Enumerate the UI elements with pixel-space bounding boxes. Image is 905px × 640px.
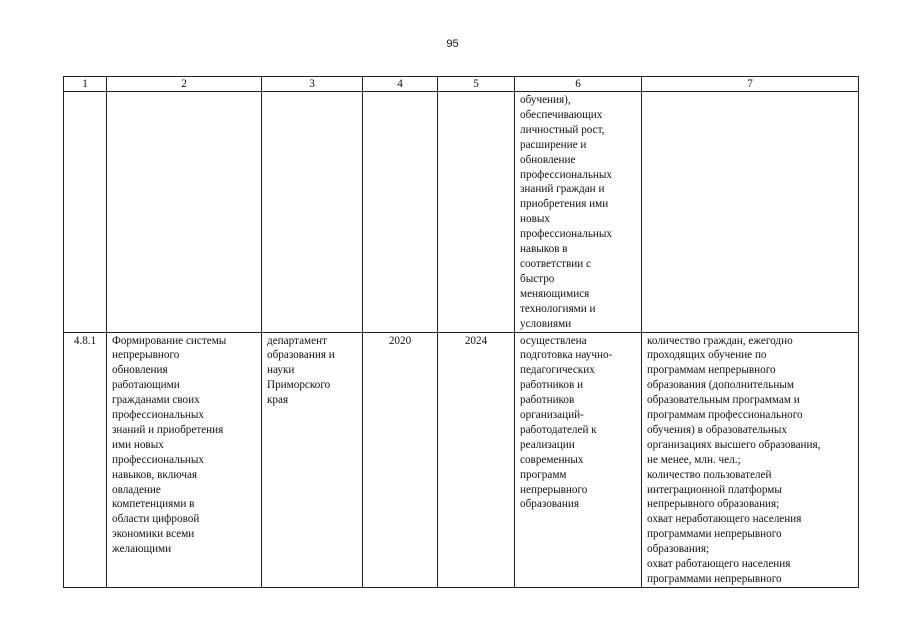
cell-result: обучения), обеспечивающих личностный рост, расширение и обновление профессиональных знаний граждан и приобретения ими новых профессиональных навыков в соответствии с быстро меняющимися технологиями и условиями [515,92,642,333]
column-header-7: 7 [642,77,859,92]
column-number-row [64,77,859,92]
cell-measure-name: Формирование системы непрерывного обновления работающими гражданами своих профессиональных знаний и приобретения ими новых профессиональных навыков, включая овладение компетенциями в области цифровой экономики всеми желающими [107,332,262,587]
cell-start-year: 2020 [363,332,438,587]
column-header-4: 4 [363,77,438,92]
cell-result: осуществлена подготовка научно- педагогических работников и работников организаций- работодателей к реализации современных программ непрерывного образования [515,332,642,587]
cell-end-year [438,92,515,333]
cell-indicators: количество граждан, ежегодно проходящих обучение по программам непрерывного образования (дополнительным образовательным программам и программам профессионального обучения) в образовательных организациях высшего образования, не менее, млн. чел.; количество пользователей интеграционной платформы непрерывного образования; охват неработающего населения программами непрерывного образования; охват работающего населения программами непрерывного [642,332,859,587]
cell-number [64,92,107,333]
column-header-5: 5 [438,77,515,92]
cell-start-year [363,92,438,333]
column-header-3: 3 [262,77,363,92]
page-number: 95 [446,38,459,50]
cell-indicators [642,92,859,333]
table-row-continuation [64,92,859,333]
cell-number: 4.8.1 [64,332,107,587]
column-header-2: 2 [107,77,262,92]
cell-responsible [262,92,363,333]
cell-measure-name [107,92,262,333]
column-header-6: 6 [515,77,642,92]
measures-table [63,76,859,588]
table-row-4-8-1 [64,332,859,587]
cell-responsible: департамент образования и науки Приморского края [262,332,363,587]
column-header-1: 1 [64,77,107,92]
cell-end-year: 2024 [438,332,515,587]
